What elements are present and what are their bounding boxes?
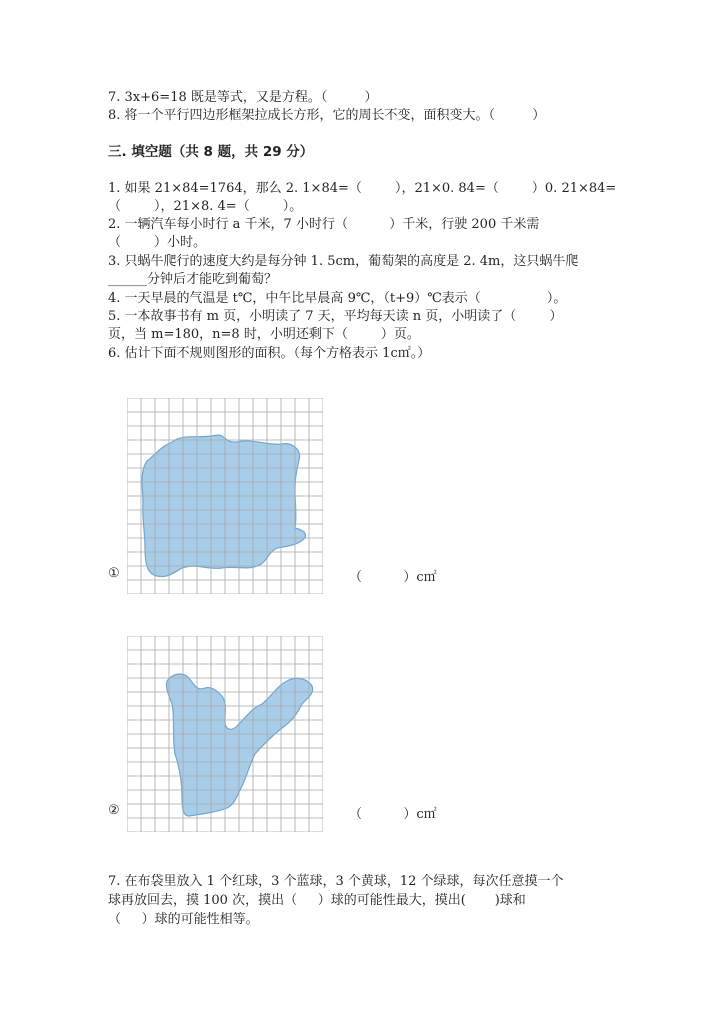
fill-question-5-line1: 5. 一本故事书有 m 页，小明读了 7 天，平均每天读 n 页，小明读了（ ） bbox=[108, 309, 563, 324]
fill-question-2-line1: 2. 一辆汽车每小时行 a 千米，7 小时行（ ）千米，行驶 200 千米需 bbox=[108, 217, 540, 232]
grid-lines-2 bbox=[127, 636, 323, 832]
fill-question-1-line1: 1. 如果 21×84=1764，那么 2. 1×84=（ ），21×0. 84=（ ）0. 21×84= bbox=[108, 181, 617, 196]
fill-question-2-line2: （ ）小时。 bbox=[108, 235, 207, 250]
grid-figure-1 bbox=[127, 398, 323, 594]
section-heading-fill-in: 三. 填空题（共 8 题，共 29 分） bbox=[108, 144, 314, 160]
tf-question-7: 7. 3x+6=18 既是等式，又是方程。（ ） bbox=[108, 90, 378, 105]
figure-2-answer-blank: （ ）c㎡ bbox=[349, 807, 437, 822]
fill-question-7-line2: 球再放回去，摸 100 次，摸出（ ）球的可能性最大，摸出( )球和 bbox=[108, 893, 526, 908]
fill-question-1-line2: （ ），21×8. 4=（ ）。 bbox=[108, 199, 303, 214]
fill-question-3-line1: 3. 只蜗牛爬行的速度大约是每分钟 1. 5cm，葡萄架的高度是 2. 4m，这只蜗牛爬 bbox=[108, 254, 579, 269]
fill-question-3-line2: ______分钟后才能吃到葡萄？ bbox=[108, 272, 278, 287]
fill-question-4: 4. 一天早晨的气温是 t℃，中午比早晨高 9℃，（t+9）℃表示（ ）。 bbox=[108, 291, 567, 306]
fill-question-7-line3: （ ）球的可能性相等。 bbox=[108, 912, 259, 927]
figure-1-answer-blank: （ ）c㎡ bbox=[349, 570, 437, 585]
fill-question-7-line1: 7. 在布袋里放入 1 个红球，3 个蓝球，3 个黄球，12 个绿球，每次任意摸一个 bbox=[108, 874, 564, 889]
fill-question-6: 6. 估计下面不规则图形的面积。（每个方格表示 1c㎡。） bbox=[108, 346, 431, 361]
figure-2-marker: ② bbox=[108, 803, 120, 818]
tf-question-8: 8. 将一个平行四边形框架拉成长方形，它的周长不变，面积变大。（ ） bbox=[108, 108, 546, 123]
figure-1-marker: ① bbox=[108, 566, 120, 581]
grid-figure-2 bbox=[127, 636, 323, 832]
irregular-shape-2 bbox=[166, 674, 312, 816]
fill-question-5-line2: 页，当 m=180，n=8 时，小明还剩下（ ）页。 bbox=[108, 327, 420, 342]
